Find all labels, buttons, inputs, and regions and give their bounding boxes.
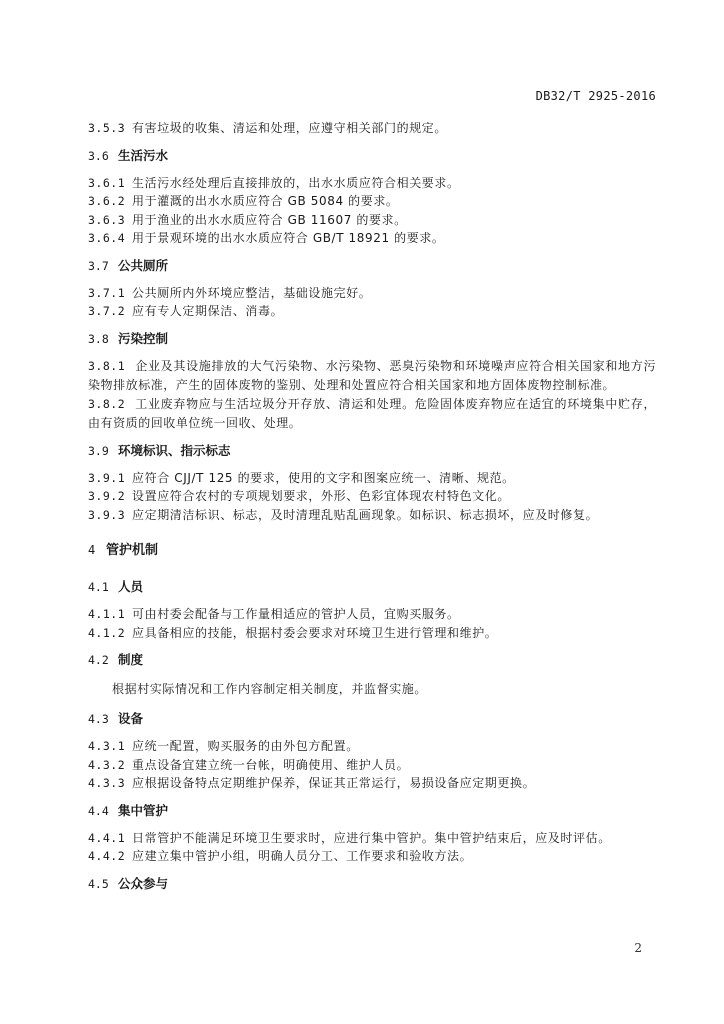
clause-3-6-3	[88, 211, 656, 230]
clause-3-6-1	[88, 174, 656, 193]
section-heading-4-3	[88, 709, 656, 729]
section-title: 污染控制	[118, 330, 169, 346]
clause-text: 应有专人定期保洁、消毒。	[132, 304, 284, 318]
section-number: 4.4	[88, 803, 109, 818]
clause-4-4-1	[88, 829, 656, 848]
section-number: 3.9	[88, 443, 109, 458]
section-number: 3.7	[88, 258, 109, 273]
clause-number: 4.4.1	[88, 830, 126, 845]
section-heading-3-7	[88, 256, 656, 276]
header-rule	[86, 108, 656, 109]
section-number: 4.3	[88, 712, 109, 726]
section-heading-3-8	[88, 329, 656, 349]
clause-number: 3.7.2	[88, 304, 126, 318]
section-heading-4-4	[88, 801, 656, 821]
section-title: 设备	[118, 711, 144, 726]
clause-3-7-2	[88, 302, 656, 321]
clause-3-6-4	[88, 229, 656, 248]
clause-3-8-1	[88, 357, 656, 395]
clause-4-3-1	[88, 737, 656, 756]
section-number: 4.2	[88, 653, 109, 667]
clause-4-3-3	[88, 774, 656, 793]
section-heading-4-1	[88, 577, 656, 597]
section-title: 人员	[118, 579, 144, 594]
clause-text: 应建立集中管护小组，明确人员分工、工作要求和验收方法。	[132, 849, 473, 863]
clause-4-1-2	[88, 624, 656, 643]
clause-text: 应符合 CJJ/T 125 的要求，使用的文字和图案应统一、清晰、规范。	[132, 470, 515, 485]
clause-number: 4.3.1	[88, 739, 126, 753]
clause-text: 应根据设备特点定期维护保养，保证其正常运行，易损设备应定期更换。	[132, 776, 536, 790]
clause-number: 4.4.2	[88, 849, 126, 863]
clause-text: 用于景观环境的出水水质应符合 GB/T 18921 的要求。	[132, 231, 445, 245]
clause-text: 企业及其设施排放的大气污染物、水污染物、恶臭污染物和环境噪声应符合相关国家和地方污染物排放标准，产生的固体废物的鉴别、处理和处置应符合相关国家和地方固体废物控制标准。	[88, 358, 656, 392]
clause-number: 3.9.3	[88, 507, 126, 522]
section-number: 3.8	[88, 331, 109, 346]
clause-number: 3.5.3	[88, 121, 126, 135]
section-title: 生活污水	[118, 147, 169, 163]
clause-text: 工业废弃物应与生活垃圾分开存放、清运和处理。危险固体废弃物应在适宜的环境集中贮存，由有资质的回收单位统一回收、处理。	[88, 396, 656, 430]
clause-number: 3.6.3	[88, 212, 126, 227]
clause-text: 用于灌溉的出水水质应符合 GB 5084 的要求。	[132, 194, 399, 208]
page-number: 2	[634, 941, 642, 955]
document-body	[88, 119, 656, 894]
clause-number: 4.1.1	[88, 607, 126, 621]
clause-text: 应定期清洁标识、标志，及时清理乱贴乱画现象。如标识、标志损坏，应及时修复。	[132, 507, 599, 522]
clause-number: 3.9.2	[88, 489, 126, 503]
clause-number: 3.8.2	[88, 396, 126, 411]
clause-text: 有害垃圾的收集、清运和处理，应遵守相关部门的规定。	[132, 121, 448, 135]
clause-text: 设置应符合农村的专项规划要求，外形、色彩宜体现农村特色文化。	[132, 489, 511, 503]
clause-text: 重点设备宜建立统一台帐，明确使用、维护人员。	[132, 757, 410, 772]
clause-number: 4.3.3	[88, 776, 126, 790]
clause-number: 3.6.1	[88, 175, 126, 190]
clause-4-4-2	[88, 847, 656, 866]
paragraph-4-2: 根据村实际情况和工作内容制定相关制度，并监督实施。	[112, 682, 428, 696]
clause-text: 公共厕所内外环境应整洁，基础设施完好。	[132, 285, 372, 300]
section-number: 4.1	[88, 580, 109, 594]
clause-3-9-3	[88, 506, 656, 525]
chapter-number: 4	[88, 543, 96, 557]
clause-number: 3.7.1	[88, 285, 126, 300]
clause-number: 3.6.4	[88, 231, 126, 245]
section-heading-3-9	[88, 441, 656, 461]
clause-3-9-1	[88, 469, 656, 488]
document-code-header: DB32/T 2925-2016	[535, 89, 656, 103]
clause-text: 应统一配置，购买服务的由外包方配置。	[132, 739, 359, 753]
chapter-title: 管护机制	[106, 543, 159, 558]
clause-text: 生活污水经处理后直接排放的，出水水质应符合相关要求。	[132, 175, 460, 190]
clause-text: 可由村委会配备与工作量相适应的管护人员，宜购买服务。	[132, 607, 460, 621]
clause-3-5-3	[88, 119, 656, 138]
section-title: 制度	[118, 652, 144, 667]
clause-3-6-2	[88, 192, 656, 211]
clause-4-3-2	[88, 756, 656, 775]
clause-3-7-1	[88, 284, 656, 303]
section-number: 3.6	[88, 148, 109, 163]
section-heading-3-6	[88, 146, 656, 166]
clause-3-9-2	[88, 487, 656, 506]
clause-3-8-2	[88, 395, 656, 433]
clause-text: 用于渔业的出水水质应符合 GB 11607 的要求。	[132, 212, 407, 227]
section-title: 公共厕所	[118, 257, 169, 273]
clause-text: 应具备相应的技能，根据村委会要求对环境卫生进行管理和维护。	[132, 625, 498, 640]
section-heading-4-5	[88, 874, 656, 894]
clause-number: 4.3.2	[88, 757, 126, 772]
clause-4-1-1	[88, 605, 656, 624]
clause-number: 4.1.2	[88, 625, 126, 640]
clause-number: 3.9.1	[88, 470, 126, 485]
section-title: 环境标识、指示标志	[118, 442, 231, 458]
section-number: 4.5	[88, 876, 109, 891]
clause-number: 3.6.2	[88, 194, 126, 208]
clause-text: 日常管护不能满足环境卫生要求时，应进行集中管护。集中管护结束后，应及时评估。	[132, 830, 611, 845]
section-heading-4-2	[88, 650, 656, 670]
section-title: 公众参与	[118, 875, 169, 891]
chapter-heading-4	[88, 540, 656, 561]
section-title: 集中管护	[118, 802, 169, 818]
clause-number: 3.8.1	[88, 358, 126, 373]
